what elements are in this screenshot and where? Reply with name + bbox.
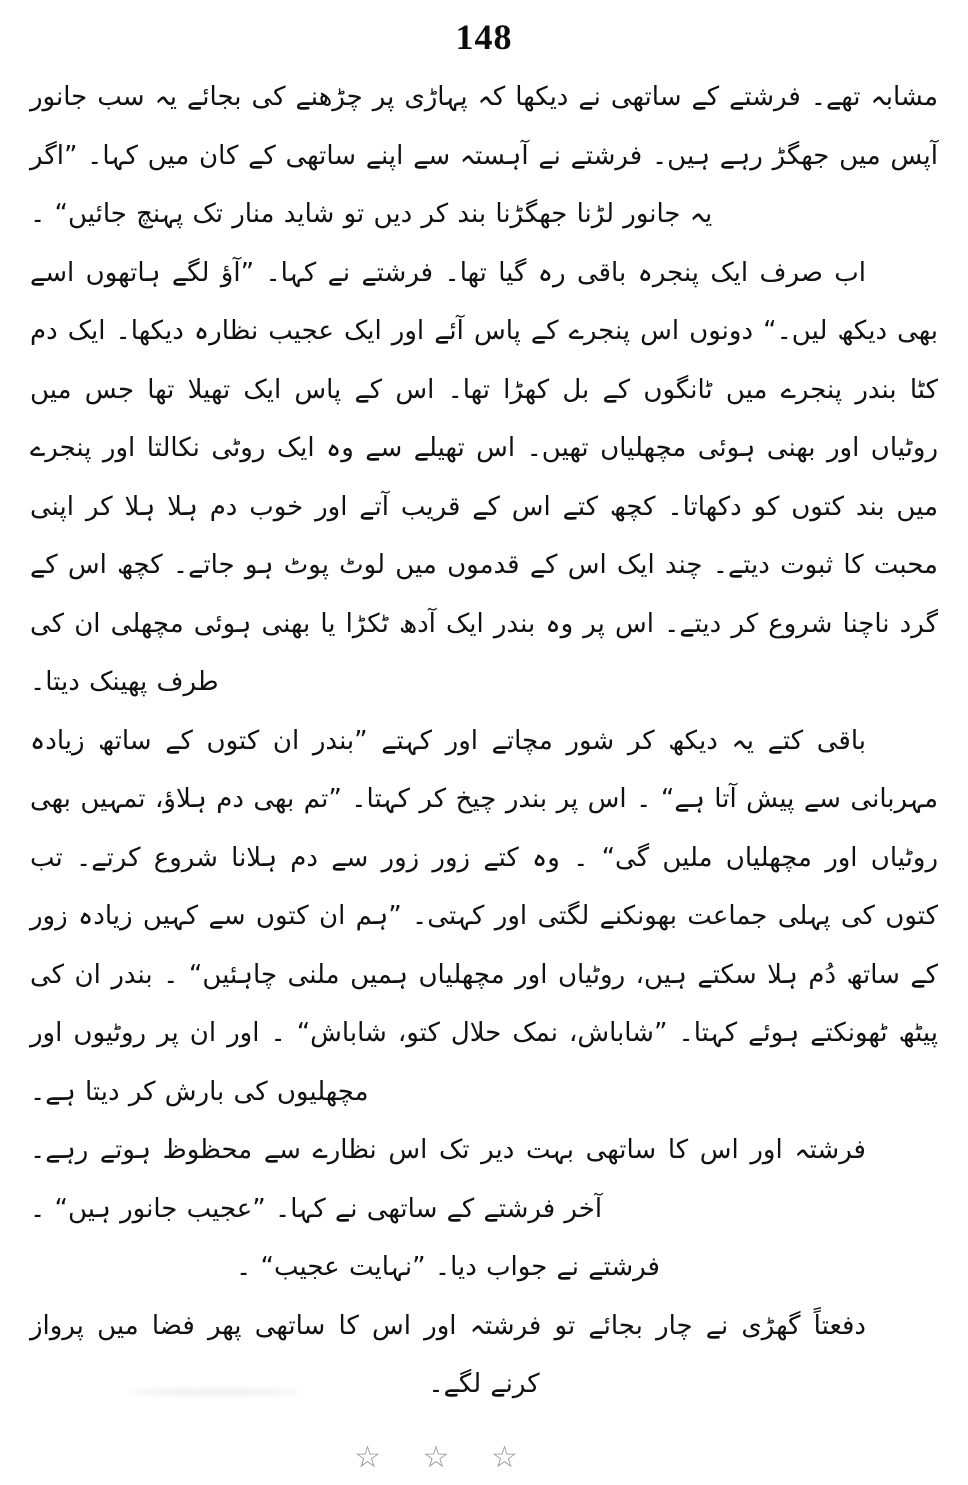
scan-smudge [130, 1388, 300, 1396]
body-text [0, 58, 968, 1414]
paragraph: فرشتہ اور اس کا ساتھی بہت دیر تک اس نظارے سے محظوظ ہوتے رہے۔ آخر فرشتے کے ساتھی نے کہا۔ ”عجیب جانور ہیں“ ۔ [30, 1135, 866, 1224]
section-divider [0, 1440, 928, 1475]
star-icon: ☆ [422, 1439, 466, 1475]
page-number: 148 [455, 17, 513, 57]
star-icon: ☆ [354, 1439, 397, 1475]
paragraph: اب صرف ایک پنجرہ باقی رہ گیا تھا۔ فرشتے نے کہا۔ ”آؤ لگے ہاتھوں اسے بھی دیکھ لیں۔“ دونوں اس پنجرے کے پاس آئے اور ایک عجیب نظارہ دیکھا۔ ایک دم کٹا بندر پنجرے میں ٹانگوں کے بل کھڑا تھا۔ اس کے پاس ایک تھیلا تھا جس میں روٹیاں اور بھنی ہوئی مچھلیاں تھیں۔ اس تھیلے سے وہ ایک روٹی نکالتا اور پنجرے میں بند کتوں کو دکھاتا۔ کچھ کتے اس کے قریب آتے اور خوب دم ہلا ہلا کر اپنی محبت کا ثبوت دیتے۔ چند ایک اس کے قدموں میں لوٹ پوٹ ہو جاتے۔ کچھ اس کے گرد ناچنا شروع کر دیتے۔ اس پر وہ بندر ایک آدھ ٹکڑا یا بھنی ہوئی مچھلی ان کی طرف پھینک دیتا۔ [30, 257, 938, 697]
star-icon: ☆ [491, 1439, 534, 1475]
paragraph: دفعتاً گھڑی نے چار بجائے تو فرشتہ اور اس کا ساتھی پھر فضا میں پرواز کرنے لگے۔ [30, 1310, 866, 1399]
paragraph: فرشتے نے جواب دیا۔ ”نہایت عجیب“ ۔ [236, 1252, 660, 1282]
paragraph: باقی کتے یہ دیکھ کر شور مچاتے اور کہتے ”بندر ان کتوں کے ساتھ زیادہ مہربانی سے پیش آتا ہے“ ۔ اس پر بندر چیخ کر کہتا۔ ”تم بھی دم ہلاؤ، تمہیں بھی روٹیاں اور مچھلیاں ملیں گی“ ۔ وہ کتے زور زور سے دم ہلانا شروع کرتے۔ تب کتوں کی پہلی جماعت بھونکنے لگتی اور کہتی۔ ”ہم ان کتوں سے کہیں زیادہ زور کے ساتھ دُم ہلا سکتے ہیں، روٹیاں اور مچھلیاں ہمیں ملنی چاہئیں“ ۔ بندر ان کی پیٹھ ٹھونکتے ہوئے کہتا۔ ”شاباش، نمک حلال کتو، شاباش“ ۔ اور ان پر روٹیوں اور مچھلیوں کی بارش کر دیتا ہے۔ [30, 725, 938, 1107]
paragraph-continuation: مشابہ تھے۔ فرشتے کے ساتھی نے دیکھا کہ پہاڑی پر چڑھنے کی بجائے یہ سب جانور آپس میں جھگڑ رہے ہیں۔ فرشتے نے آہستہ سے اپنے ساتھی کے کان میں کہا۔ ”اگر یہ جانور لڑنا جھگڑنا بند کر دیں تو شاید منار تک پہنچ جائیں“ ۔ [30, 82, 938, 229]
